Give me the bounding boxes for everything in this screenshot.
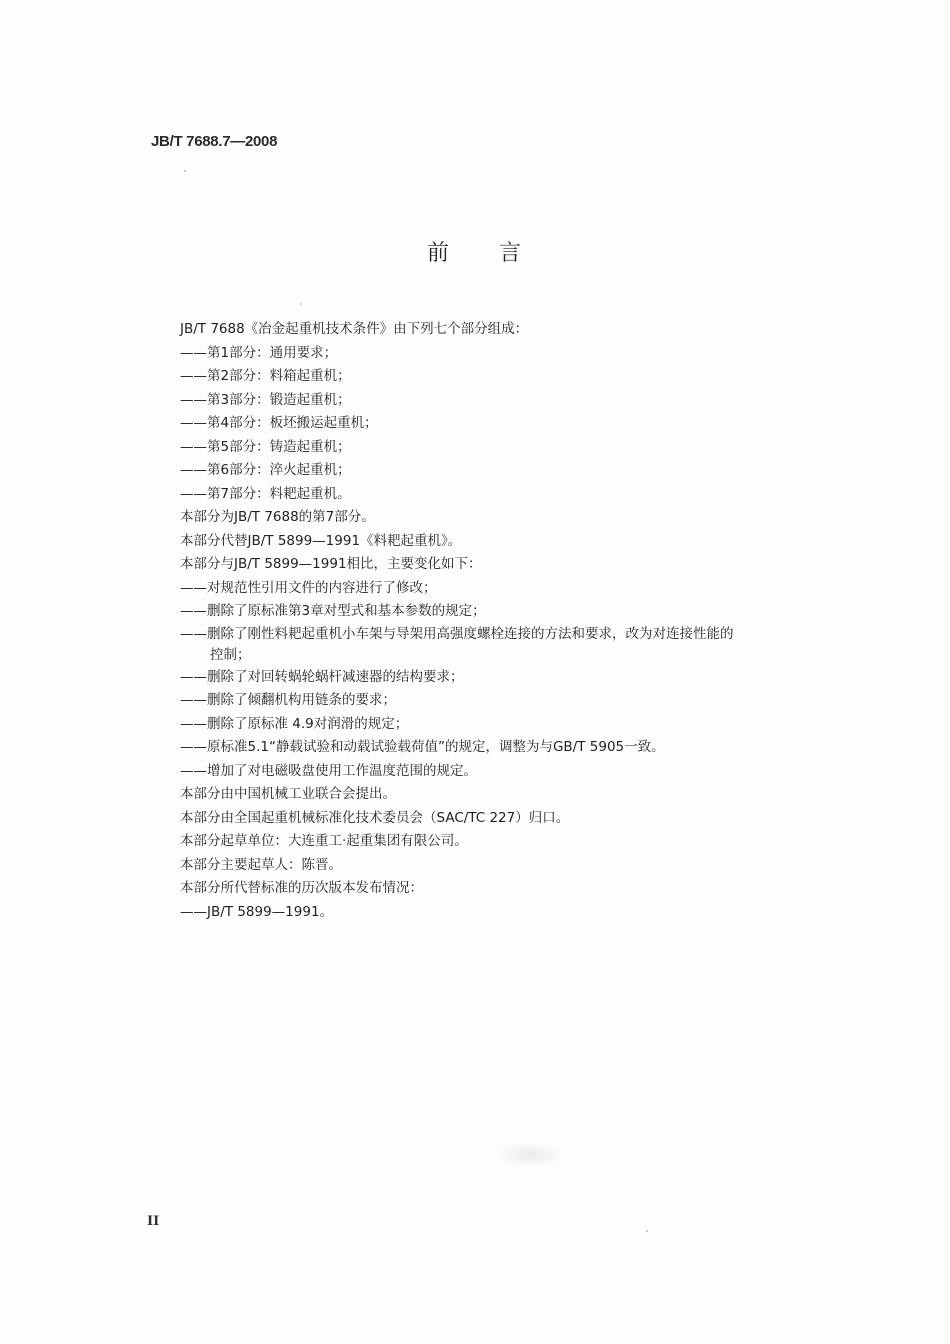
text-line: 本部分与JB/T 5899—1991相比，主要变化如下： (180, 556, 482, 572)
list-item: ——第2部分：料箱起重机； (180, 368, 351, 384)
scan-speck (300, 303, 302, 305)
scan-speck (646, 1230, 648, 1232)
scan-speck (184, 170, 186, 172)
list-item: ——第4部分：板坯搬运起重机； (180, 415, 378, 431)
text-line: 本部分代替JB/T 5899—1991《料耙起重机》。 (180, 532, 462, 549)
page-number: II (147, 1214, 160, 1229)
list-item: ——JB/T 5899—1991。 (180, 903, 334, 920)
title-char-1: 前 (426, 241, 451, 266)
text-line: 本部分为JB/T 7688的第7部分。 (180, 509, 375, 525)
text-line: 本部分主要起草人：陈晋。 (180, 856, 342, 873)
list-item: ——原标准5.1“静载试验和动载试验载荷值”的规定，调整为与GB/T 5905一致。 (180, 739, 665, 755)
text-line: 本部分起草单位：大连重工·起重集团有限公司。 (180, 833, 468, 849)
list-item: ——删除了原标准 4.9对润滑的规定； (180, 715, 409, 732)
list-item: ——增加了对电磁吸盘使用工作温度范围的规定。 (180, 762, 477, 779)
scan-smudge (495, 1142, 565, 1168)
list-item: ——删除了原标准第3章对型式和基本参数的规定； (180, 603, 486, 619)
standard-number: JB/T 7688.7—2008 (151, 133, 278, 150)
list-item: ——第5部分：铸造起重机； (180, 438, 351, 455)
foreword-body (180, 318, 800, 924)
title-char-2: 言 (499, 241, 524, 266)
page-title (0, 236, 950, 267)
list-item-continuation: 控制； (210, 646, 251, 663)
list-item: ——第6部分：淬火起重机； (180, 462, 351, 478)
text-line: 本部分由中国机械工业联合会提出。 (180, 786, 396, 802)
list-item: ——第7部分：料耙起重机。 (180, 485, 351, 502)
text-line: 本部分由全国起重机械标准化技术委员会（SAC/TC 227）归口。 (180, 809, 570, 826)
list-item: ——第1部分：通用要求； (180, 344, 338, 361)
list-item: ——删除了刚性料耙起重机小车架与导架用高强度螺栓连接的方法和要求，改为对连接性能的 (180, 625, 734, 642)
list-item: ——对规范性引用文件的内容进行了修改； (180, 579, 437, 596)
list-item: ——删除了对回转蜗轮蜗杆减速器的结构要求； (180, 668, 464, 685)
text-line: JB/T 7688《冶金起重机技术条件》由下列七个部分组成： (180, 321, 529, 337)
list-item: ——删除了倾翻机构用链条的要求； (180, 692, 396, 708)
list-item: ——第3部分：锻造起重机； (180, 391, 351, 408)
text-line: 本部分所代替标准的历次版本发布情况： (180, 880, 423, 896)
